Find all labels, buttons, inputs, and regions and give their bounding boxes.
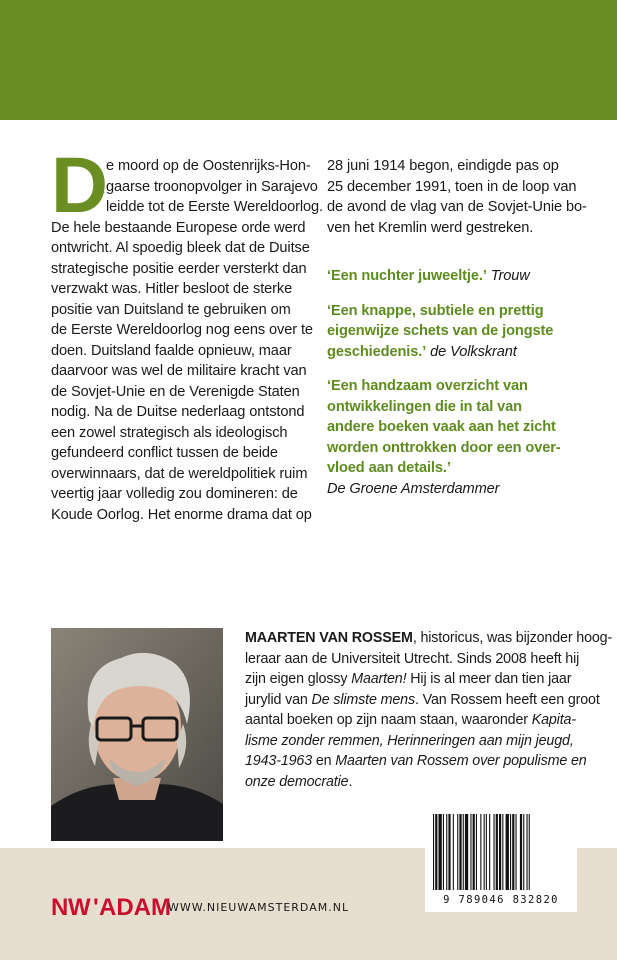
blurb-line: de avond de vlag van de Sovjet-Unie bo- <box>327 199 587 215</box>
blurb-line: ven het Kremlin werd gestreken. <box>327 219 534 236</box>
blurb-line: gaarse troonopvolger in Sarajevo <box>106 178 318 195</box>
barcode-bar <box>443 814 444 890</box>
barcode-bar <box>529 814 530 890</box>
svg-text:ADAM: ADAM <box>99 894 171 921</box>
barcode-bar <box>439 814 442 890</box>
barcode-bar <box>494 814 495 890</box>
svg-text:W: W <box>68 894 91 921</box>
blurb-line: de Eerste Wereldoorlog nog eens over te <box>51 322 313 338</box>
publisher-website: WWW.NIEUWAMSTERDAM.NL <box>168 901 350 914</box>
blurb-line: gefundeerd conflict tussen de beide <box>51 445 278 461</box>
barcode-bar <box>433 814 434 890</box>
blurb-line: overwinnaars, dat de wereldpolitiek ruim <box>51 465 308 482</box>
review-source: Trouw <box>490 268 530 284</box>
publisher-logo <box>51 893 171 921</box>
author-bio: MAARTEN VAN ROSSEM, historicus, was bijzonder hoog- leraar aan de Universiteit Utrecht. Sinds 2008 heeft hij zijn eigen glossy Maarten! Hij is al meer dan tien jaar jurylid van De slimste mens. Van Rossem heeft een groot aantal boeken op zijn naam staan, waaronder Kapita- lisme zonder remmen, Herinneringen aan mijn jeugd, 1943-1963 en Maarten van Rossem over populisme en onze democratie. <box>245 630 613 790</box>
barcode-bar <box>486 814 487 890</box>
barcode-bar <box>459 814 461 890</box>
blurb-line: Koude Oorlog. Het enorme drama dat op <box>51 506 312 523</box>
review-quote <box>327 376 572 499</box>
review-quote <box>327 301 572 363</box>
barcode-bar <box>489 814 490 890</box>
barcode-bar <box>446 814 447 890</box>
blurb-line: De hele bestaande Europese orde werd <box>51 219 306 236</box>
review-text: ontwikkelingen die in tal van <box>327 398 522 415</box>
barcode-bar <box>473 814 475 890</box>
blurb-line: ontwricht. Al spoedig bleek dat de Duitse <box>51 240 310 256</box>
barcode-bar <box>435 814 437 890</box>
top-color-band <box>0 0 617 120</box>
blurb-line: nodig. Na de Duitse nederlaag ontstond <box>51 404 305 420</box>
barcode-bar <box>465 814 468 890</box>
review-text: eigenwijze schets van de jongste <box>327 323 554 339</box>
review-quote <box>327 266 572 287</box>
barcode-bar <box>506 814 509 890</box>
blurb-line: daarvoor was wel de militaire kracht van <box>51 363 307 379</box>
barcode-bar <box>510 814 511 890</box>
review-text: ‘Een knappe, subtiele en prettig <box>327 302 544 319</box>
isbn-digits: 9 789046 832820 <box>443 894 559 906</box>
blurb-line: positie van Duitsland te gebruiken om <box>51 301 291 318</box>
review-text: ‘Een handzaam overzicht van <box>327 378 528 394</box>
blurb-line: 25 december 1991, toen in de loop van <box>327 178 577 195</box>
blurb-line: verzwakt was. Hitler besloot de sterke <box>51 281 293 297</box>
barcode-bar <box>470 814 471 890</box>
barcode-bar <box>463 814 464 890</box>
svg-text:N: N <box>51 894 68 921</box>
barcode-bar <box>476 814 477 890</box>
barcode-bar <box>453 814 454 890</box>
review-source: De Groene Amsterdammer <box>327 480 500 497</box>
blurb-line: een zowel strategisch als ideologisch <box>51 424 288 441</box>
barcode-bar <box>499 814 501 890</box>
blurb-line: strategische positie eerder versterkt dan <box>51 260 307 277</box>
blurb-line: leidde tot de Eerste Wereldoorlog. <box>106 199 323 215</box>
barcode-bar <box>512 814 514 890</box>
barcode-bar <box>496 814 498 890</box>
author-photo <box>51 628 223 841</box>
review-text: vloed aan details.’ <box>327 460 451 476</box>
blurb-line: doen. Duitsland faalde opnieuw, maar <box>51 342 292 359</box>
blurb-line: e moord op de Oostenrijks-Hon- <box>106 158 311 174</box>
barcode-bar <box>457 814 458 890</box>
review-text: geschiedenis.’ <box>327 343 427 360</box>
barcode-bar <box>480 814 481 890</box>
svg-text:': ' <box>93 894 99 921</box>
blurb-line: de Sovjet-Unie en de Verenigde Staten <box>51 383 300 400</box>
isbn-barcode <box>425 808 577 912</box>
review-text: worden onttrokken door een over- <box>327 439 561 456</box>
barcode-bar <box>484 814 485 890</box>
blurb-line: 28 juni 1914 begon, eindigde pas op <box>327 158 559 174</box>
blurb-line: veertig jaar volledig zou domineren: de <box>51 486 298 502</box>
blurb-column-right <box>327 156 587 499</box>
author-name: MAARTEN VAN ROSSEM <box>245 630 413 646</box>
barcode-bar <box>502 814 503 890</box>
barcode-bar <box>448 814 450 890</box>
review-source: de Volkskrant <box>430 343 517 360</box>
review-text: andere boeken vaak aan het zicht <box>327 419 556 435</box>
drop-cap: D <box>51 140 109 229</box>
blurb-column-left <box>51 156 323 525</box>
barcode-bar <box>520 814 522 890</box>
barcode-bar <box>516 814 517 890</box>
barcode-bar <box>527 814 528 890</box>
barcode-bar <box>523 814 524 890</box>
review-text: ‘Een nuchter juweeltje.’ <box>327 268 487 284</box>
